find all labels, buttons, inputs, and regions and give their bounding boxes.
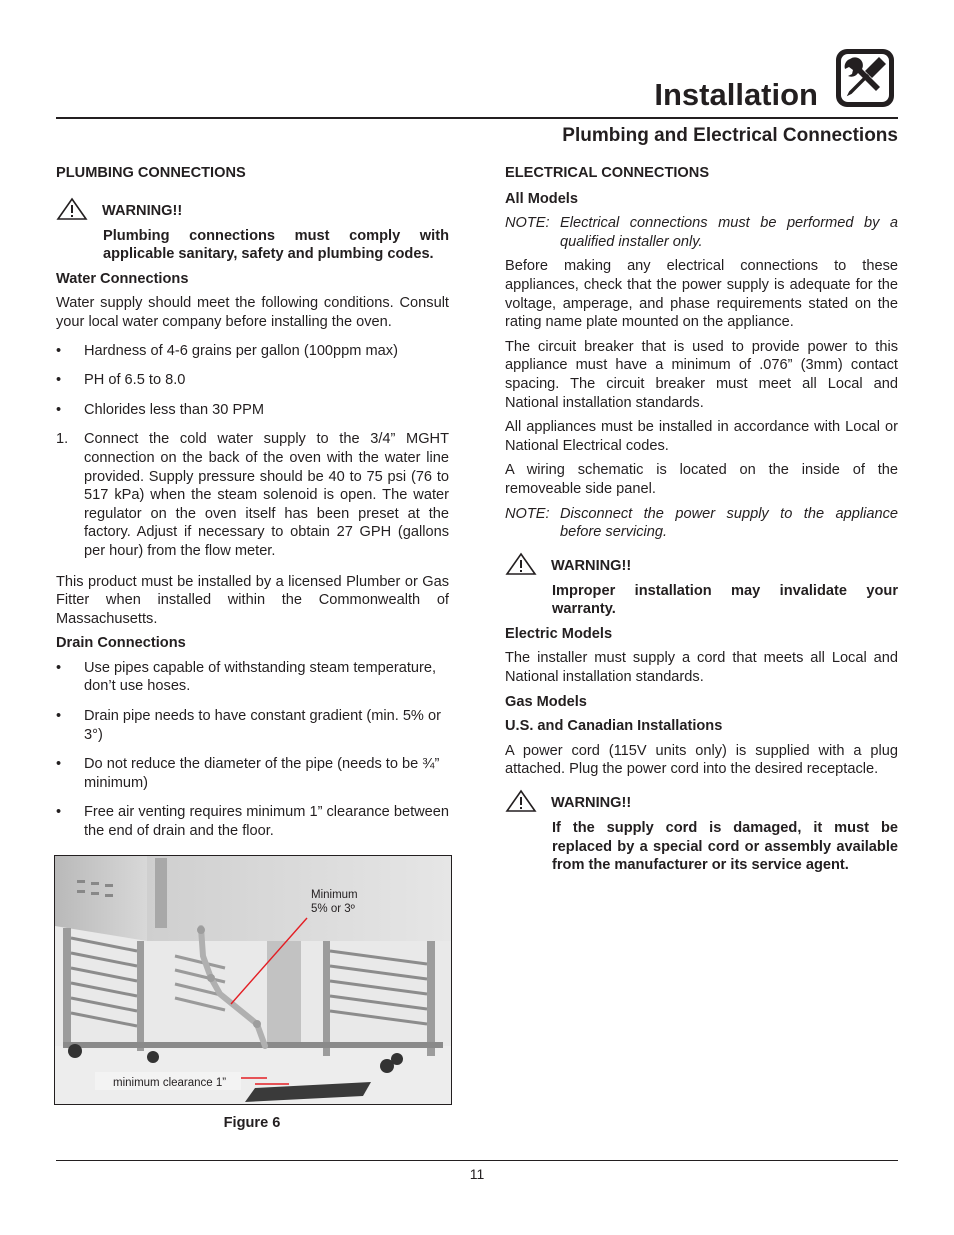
note-label: NOTE:: [505, 215, 550, 232]
figure-oven-drain: [54, 855, 452, 1105]
page-title: Installation: [654, 77, 818, 112]
electric-models-heading: Electric Models: [505, 625, 613, 642]
gas-models-heading: Gas Models: [505, 693, 587, 710]
water-bullet-list: [56, 342, 449, 420]
warning-triangle-icon: [505, 789, 537, 813]
page-number: 11: [469, 1166, 485, 1182]
warning-triangle-icon: [505, 552, 537, 576]
list-item: • Free air venting requires minimum 1” clearance between the end of drain and the floor.: [56, 804, 450, 840]
note-text: Disconnect the power supply to the appliance before servicing.: [560, 505, 898, 541]
note-block: [505, 214, 898, 251]
paragraph: A power cord (115V units only) is supplied with a plug attached. Plug the power cord into the desired receptacle.: [505, 742, 898, 778]
list-item: • Hardness of 4-6 grains per gallon (100ppm max): [56, 342, 398, 359]
warning-triangle-icon: [56, 197, 88, 221]
drain-connections-heading: Drain Connections: [56, 635, 186, 652]
warning-block: [505, 789, 898, 813]
oven-illustration: [55, 856, 451, 1104]
paragraph: Before making any electrical connections to these appliances, check that the power supply is adequate for the voltage, amperage, and phase requirements stated on the rating name plate mounted on the appliance.: [505, 258, 898, 331]
all-models-heading: All Models: [505, 190, 578, 207]
water-steps: [56, 430, 449, 560]
left-column: [56, 160, 449, 852]
callout-minimum-clearance: minimum clearance 1”: [113, 1077, 227, 1089]
warning-label: WARNING!!: [102, 203, 183, 219]
paragraph: The circuit breaker that is used to provide power to this appliance must have a minimum of .076” (3mm) contact spacing. The circuit breaker must meet all Local and National installation standards.: [505, 338, 898, 411]
water-intro: Water supply should meet the following conditions. Consult your local water company before installing the oven.: [56, 295, 449, 330]
list-item: • PH of 6.5 to 8.0: [56, 372, 186, 389]
wrench-screwdriver-icon: [833, 46, 897, 110]
paragraph: A wiring schematic is located on the inside of the removeable side panel.: [505, 462, 898, 497]
paragraph: All appliances must be installed in accordance with Local or National Electrical codes.: [505, 419, 898, 454]
footer-rule: [56, 1160, 898, 1161]
list-item: • Do not reduce the diameter of the pipe (needs to be ¾” minimum): [56, 756, 440, 791]
us-canadian-heading: U.S. and Canadian Installations: [505, 718, 723, 735]
warning-label: WARNING!!: [551, 795, 632, 812]
list-item: • Use pipes capable of withstanding steam temperature, don’t use hoses.: [56, 659, 437, 695]
warning-block: [56, 197, 449, 221]
massachusetts-note: This product must be installed by a licensed Plumber or Gas Fitter when installed within the Commonwealth of Massachusetts.: [56, 573, 449, 627]
paragraph: The installer must supply a cord that meets all Local and National installation standards.: [505, 650, 898, 686]
figure-caption: Figure 6: [223, 1115, 281, 1131]
warning-text: Improper installation may invalidate your warranty.: [552, 582, 898, 618]
note-block: [505, 505, 898, 542]
callout-minimum-gradient: Minimum 5% or 3º: [311, 889, 358, 915]
right-column: [505, 160, 898, 881]
warning-label: WARNING!!: [551, 558, 632, 575]
note-label: NOTE:: [505, 505, 550, 522]
list-item: • Drain pipe needs to have constant gradient (min. 5% or 3°): [56, 708, 441, 743]
warning-text: Plumbing connections must comply with applicable sanitary, safety and plumbing codes.: [103, 227, 449, 263]
warning-text: If the supply cord is damaged, it must be replaced by a special cord or assembly available from the manufacturer or its service agent.: [552, 820, 898, 874]
list-item: 1. Connect the cold water supply to the 3/4” MGHT connection on the back of the oven with the water line provided. Supply pressure should be 40 to 75 psi (76 to 517 kPa) when the steam solenoid is open. The water regulator on the oven itself has been preset at the factory. Adjust if necessary to obtain 27 GPH (gallons per hour) from the flow meter.: [56, 431, 449, 559]
warning-block: [505, 552, 898, 576]
plumbing-heading: PLUMBING CONNECTIONS: [56, 165, 246, 181]
note-text: Electrical connections must be performed by a qualified installer only.: [560, 215, 898, 250]
electrical-heading: ELECTRICAL CONNECTIONS: [505, 165, 710, 181]
section-title: Plumbing and Electrical Connections: [562, 125, 898, 146]
list-item: • Chlorides less than 30 PPM: [56, 401, 265, 418]
drain-bullet-list: [56, 659, 449, 841]
water-connections-heading: Water Connections: [56, 270, 189, 287]
header-rule: [56, 117, 898, 119]
